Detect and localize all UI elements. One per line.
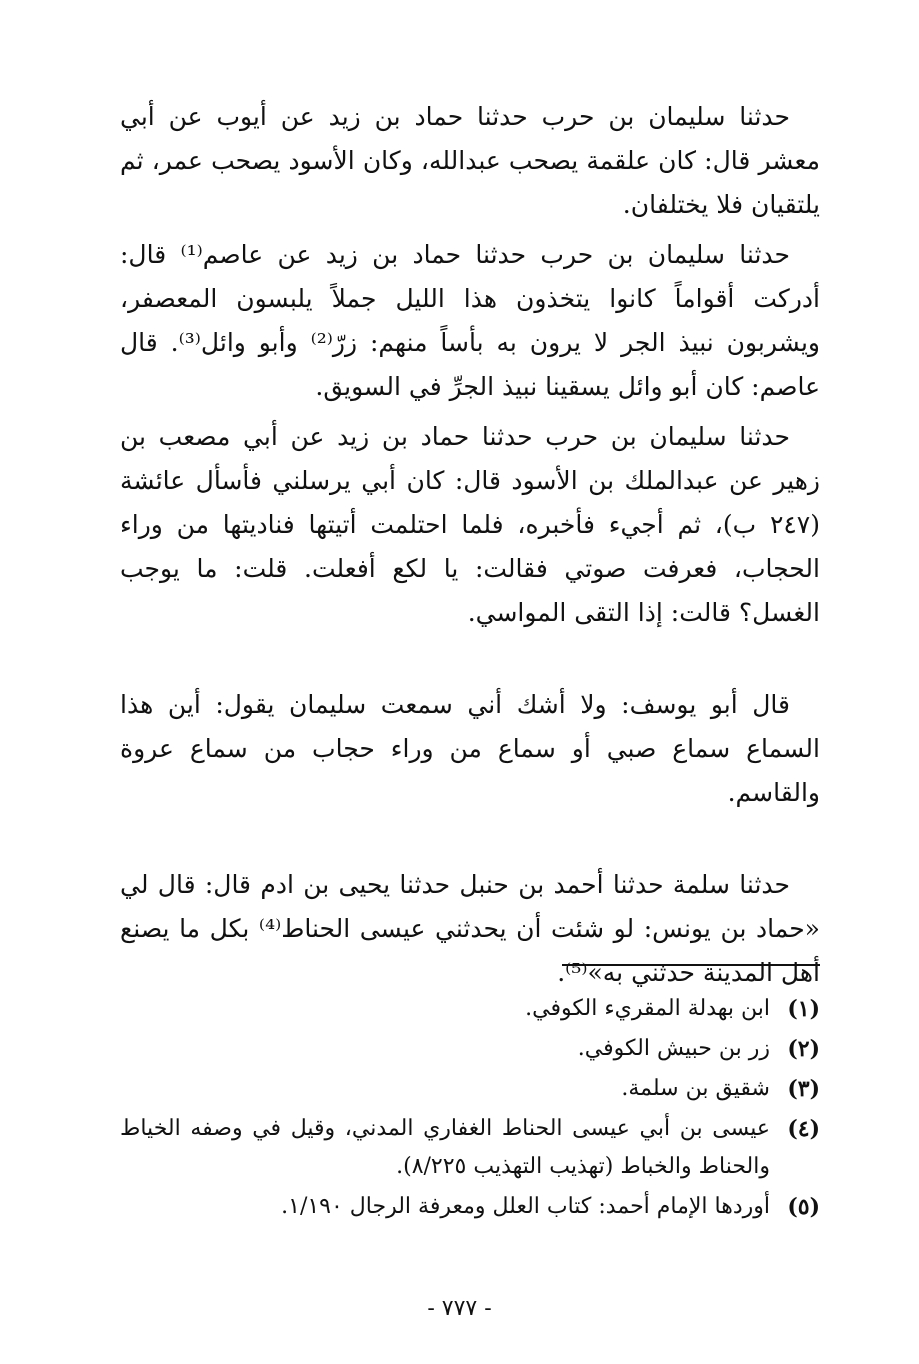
footnote-number: (٢) [787, 1036, 820, 1062]
footnote-number: (٤) [787, 1116, 820, 1142]
paragraph-3: حدثنا سليمان بن حرب حدثنا حماد بن زيد عن أبي مصعب بن زهير عن عبدالملك بن الأسود قال: كان أبي يرسلني فأسأل عائشة (٢٤٧ ب)، ثم أجيء فأخبره، فلما احتلمت أتيتها فناديتها من وراء الحجاب، فعرفت صوتي فقالت: يا لكع أفعلت. قلت: ما يوجب الغسل؟ قالت: إذا التقى المواسي. [120, 422, 820, 627]
footnote-1 [120, 990, 820, 1028]
footnote-number: (٥) [787, 1194, 820, 1220]
footnotes [120, 990, 820, 1228]
footnote-text: ابن بهدلة المقريء الكوفي. [525, 996, 770, 1021]
main-text [120, 95, 820, 1001]
footnote-text: زر بن حبيش الكوفي. [577, 1036, 770, 1061]
footnote-5 [120, 1188, 820, 1226]
footnote-3 [120, 1070, 820, 1108]
footnote-number: (٣) [787, 1076, 820, 1102]
paragraph-4: قال أبو يوسف: ولا أشك أني سمعت سليمان يقول: أين هذا السماع سماع صبي أو سماع من وراء حجاب من سماع عروة والقاسم. [120, 690, 820, 807]
page-number: - ٧٧٧ - [427, 1296, 492, 1321]
paragraph-1: حدثنا سليمان بن حرب حدثنا حماد بن زيد عن أيوب عن أبي معشر قال: كان علقمة يصحب عبدالله، وكان الأسود يصحب عمر، ثم يلتقيان فلا يختلفان. [120, 102, 820, 219]
footnote-4 [120, 1110, 820, 1186]
footnote-divider [562, 964, 820, 966]
footnote-text: عيسى بن أبي عيسى الحناط الغفاري المدني، وقيل في وصفه الخياط والحناط والخباط (تهذيب التهذيب ٨/٢٢٥). [120, 1116, 770, 1179]
footnote-text: أوردها الإمام أحمد: كتاب العلل ومعرفة الرجال ١/١٩٠. [281, 1194, 770, 1219]
footnote-text: شقيق بن سلمة. [621, 1076, 770, 1101]
footnote-2 [120, 1030, 820, 1068]
paragraph-5: حدثنا سلمة حدثنا أحمد بن حنبل حدثنا يحيى بن ادم قال: قال لي «حماد بن يونس: لو شئت أن يحدثني عيسى الحناط⁽⁴⁾ بكل ما يصنع أهل المدينة حدثني به»⁽⁵⁾. [120, 870, 820, 987]
paragraph-2: حدثنا سليمان بن حرب حدثنا حماد بن زيد عن عاصم⁽¹⁾ قال: أدركت أقواماً كانوا يتخذون هذا الليل جملاً يلبسون المعصفر، ويشربون نبيذ الجر لا يرون به بأساً منهم: زرّ⁽²⁾ وأبو وائل⁽³⁾. قال عاصم: كان أبو وائل يسقينا نبيذ الجرِّ في السويق. [120, 240, 820, 401]
footnote-number: (١) [787, 996, 820, 1022]
